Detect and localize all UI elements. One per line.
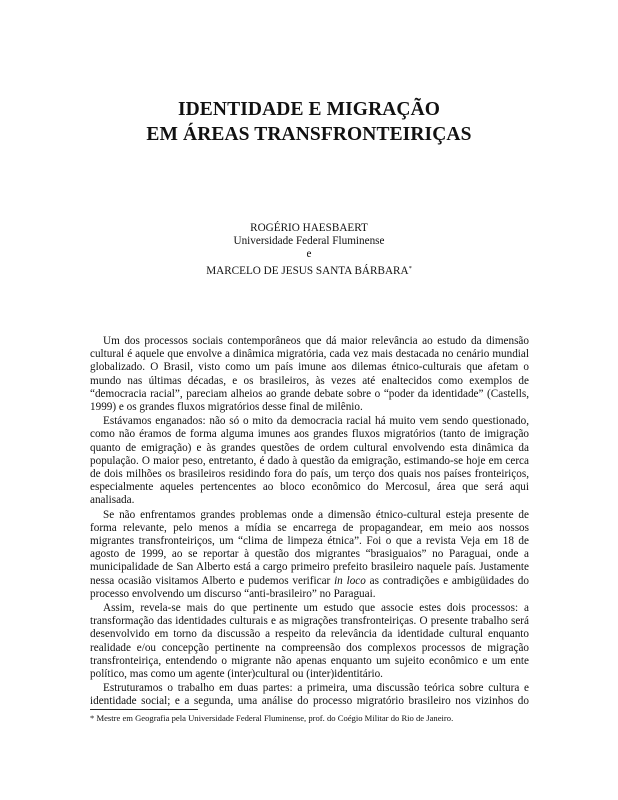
paragraph-5: Estruturamos o trabalho em duas partes: a primeira, uma discussão teórica sobre cultura e identidade social; e a segunda, uma análise do processo migratório brasileiro nos vizinhos do bbox=[90, 682, 529, 708]
footnote-divider bbox=[90, 709, 198, 710]
affiliation-1: Universidade Federal Fluminense bbox=[233, 235, 385, 248]
author-2: MARCELO DE JESUS SANTA BÁRBARA bbox=[206, 264, 409, 277]
paragraph-1: Um dos processos sociais contemporâneos que dá maior relevância ao estudo da dimensão cultural é aquele que envolve a dinâmica migratória, cada vez mais destacada no cenário mundial globalizado. O Brasil, visto como um país imune aos dilemas étnico-culturais que afetam o mundo nas últimas décadas, e os brasileiros, às vezes até enaltecidos como exemplos de “democracia racial”, pareciam alheios ao grande debate sobre o “poder da identidade” (Castells, 1999) e os grandes fluxos migratórios desse final de milênio. bbox=[90, 335, 529, 414]
author-conjunction: e bbox=[306, 248, 312, 261]
paragraph-4: Assim, revela-se mais do que pertinente um estudo que associe estes dois processos: a transformação das identidades culturais e as migrações transfronteiriças. O presente trabalho será desenvolvido em torno da discussão a respeito da relevância da identidade cultural enquanto realidade e/ou concepção pertinente na compreensão dos complexos processos de migração transfronteiriça, entendendo o migrante não apenas enquanto um sujeito econômico e um ente político, mas como um agente (inter)cultural ou (inter)identitário. bbox=[90, 602, 529, 681]
paragraph-3-text-b: as contradições e ambigüidades do processo envolvendo um discurso “anti-brasileiro” no Paraguai. bbox=[90, 574, 529, 600]
title-line-2: EM ÁREAS TRANSFRONTEIRIÇAS bbox=[146, 124, 472, 145]
author-block bbox=[0, 222, 618, 278]
footnote-marker: * bbox=[408, 264, 412, 272]
title-line-1: IDENTIDADE E MIGRAÇÃO bbox=[177, 99, 441, 120]
paragraph-3 bbox=[90, 509, 529, 601]
paper-title bbox=[0, 97, 618, 147]
author-2-line bbox=[0, 262, 618, 278]
paragraph-2: Estávamos enganados: não só o mito da democracia racial há muito vem sendo questionado, como não éramos de forma alguma imunes aos grandes fluxos migratórios (tanto de imigração quanto de emigração) e às grandes questões de ordem cultural envolvendo esta dinâmica da população. O maior peso, entretanto, é dado à questão da emigração, estimando-se hoje em cerca de dois milhões os brasileiros residindo fora do país, um terço dos quais nos países fronteiriços, especialmente aqueles pertencentes ao bloco econômico do Mercosul, área que será aqui analisada. bbox=[90, 415, 529, 507]
footnote: * Mestre em Geografia pela Universidade Federal Fluminense, prof. do Coégio Militar do Rio de Janeiro. bbox=[90, 713, 454, 723]
body-text bbox=[90, 335, 529, 709]
paragraph-3-text-a: Se não enfrentamos grandes problemas onde a dimensão étnico-cultural esteja presente de forma relevante, pelo menos a mídia se encarrega de propagandear, em meio aos nossos migrantes transfronteiriços, um “clima de limpeza étnica”. Foi o que a revista Veja em 18 de agosto de 1999, ao se reportar à questão dos migrantes “brasiguaios” no Paraguai, onde a municipalidade de San Alberto está a cargo primeiro prefeito brasileiro naquele país. Justamente nessa ocasião visitamos Alberto e pudemos verificar bbox=[90, 508, 529, 587]
paragraph-3-italic: in loco bbox=[334, 574, 366, 587]
author-1: ROGÉRIO HAESBAERT bbox=[250, 222, 368, 234]
